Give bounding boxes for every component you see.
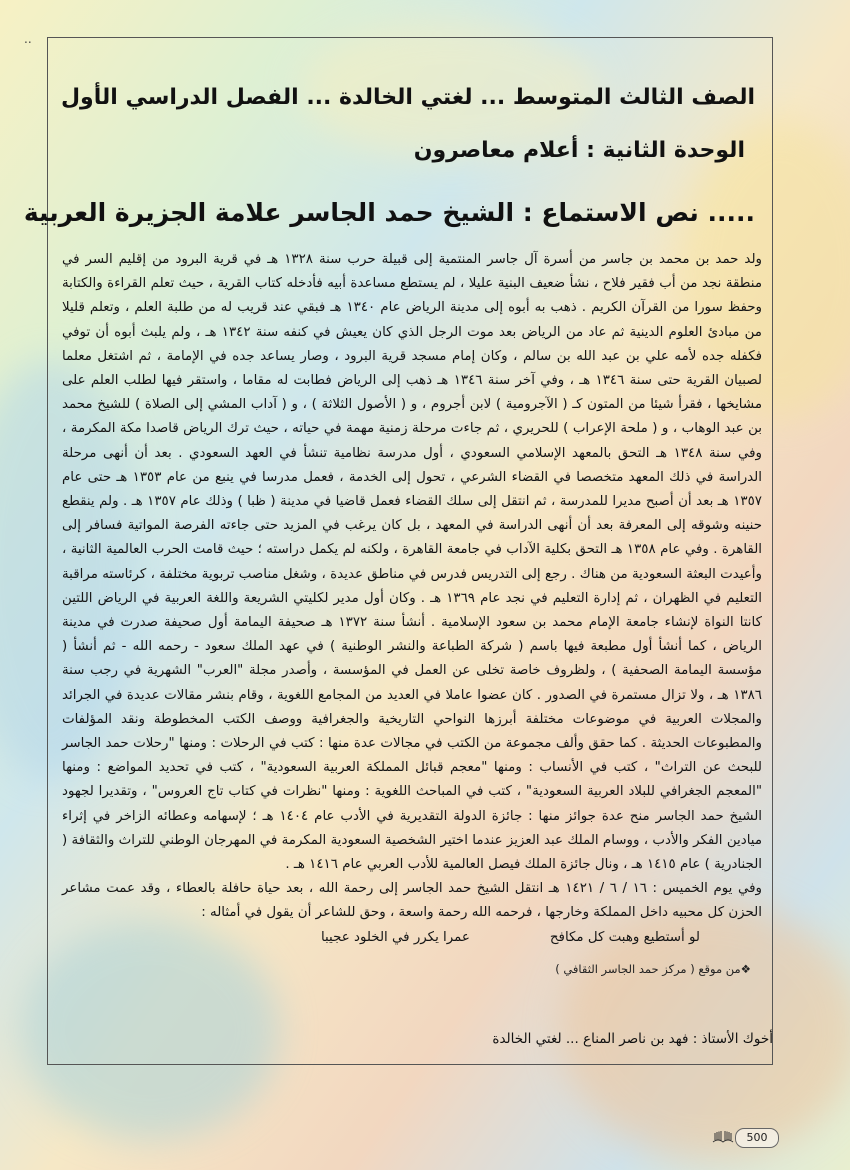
death-paragraph: وفي يوم الخميس : ١٦ / ٦ / ١٤٢١ هـ انتقل الشيخ حمد الجاسر إلى رحمة الله ، بعد حياة حافلة بالعطاء ، وقد عمت مشاعر الحزن كل محبيه داخل المملكة وخارجها ، فرحمه الله رحمة واسعة ، وحق للشاعر أن يقول في أمثاله : <box>62 881 762 921</box>
article-body <box>62 248 762 950</box>
poem-verse <box>62 926 700 950</box>
lesson-title: ..... نص الاستماع : الشيخ حمد الجاسر علامة الجزيرة العربية <box>23 198 755 227</box>
page-number: 500 <box>735 1128 779 1148</box>
source-note: ❖من موقع ( مركز حمد الجاسر الثقافي ) <box>555 962 751 976</box>
course-header: الصف الثالث المتوسط ... لغتي الخالدة ... الفصل الدراسي الأول <box>60 85 755 110</box>
unit-title: الوحدة الثانية : أعلام معاصرون <box>413 138 745 163</box>
open-book-icon <box>712 1129 734 1145</box>
biography-paragraph: ولد حمد بن محمد بن جاسر من أسرة آل جاسر المنتمية إلى قبيلة حرب سنة ١٣٢٨ هـ في قرية البرود من إقليم السر في منطقة نجد من أب فقير فلاح ، نشأ ضعيف البنية عليلا ، لم يستطع مساعدة أبيه فأدخله كتاب القرية ، حيث تعلم القراءة والكتابة وحفظ سورا من القرآن الكريم . ذهب به أبوه إلى مدينة الرياض عام ١٣٤٠ هـ فبقي عند قريب له من طلبة العلم ، وتعلم قليلا من مبادئ العلوم الدينية ثم عاد من الرياض بعد موت الرجل الذي كان يعيش في كنفه سنة ١٣٤٢ هـ ، ولم يلبث أبوه أن توفي فكفله جده لأمه علي بن عبد الله بن سالم ، وكان إمام مسجد قرية البرود ، وصار يساعد جده في الإمامة ، ثم اشتغل معلما لصبيان القرية حتى سنة ١٣٤٦ هـ ، وفي آخر سنة ١٣٤٦ هـ ذهب إلى الرياض فطابت له مقاما ، واستقر فيها لطلب العلم على مشايخها ، فقرأ شيئا من المتون كـ ( الآجرومية ) لابن أجروم ، و ( الأصول الثلاثة ) ، و ( آداب المشي إلى الصلاة ) للشيخ محمد بن عبد الوهاب ، و ( ملحة الإعراب ) للحريري ، ثم جاءت مرحلة زمنية مهمة في حياته ، حيث ترك الرياض قاصدا مكة المكرمة ، وفي سنة ١٣٤٨ هـ التحق بالمعهد الإسلامي السعودي ، أول مدرسة نظامية تنشأ في العهد السعودي . بعد أن أنهى مرحلة الدراسة في ذلك المعهد متخصصا في القضاء الشرعي ، تحول إلى الخدمة ، فعمل مدرسا في ينبع من عام ١٣٥٣ هـ حتى عام ١٣٥٧ هـ بعد أن أصبح مديرا للمدرسة ، ثم انتقل إلى سلك القضاء فعمل قاضيا في مدينة ( ظبا ) وذلك عام ١٣٥٧ هـ . ولم ينقطع حنينه وشوقه إلى المعرفة بعد أن أنهى الدراسة في المعهد ، بل كان يرغب في المزيد حتى جاءته الفرصة المواتية فسافر إلى القاهرة . وفي عام ١٣٥٨ هـ التحق بكلية الآداب في جامعة القاهرة ، ولكنه لم يكمل دراسته ؛ حيث قامت الحرب العالمية الثانية ، وأعيدت البعثة السعودية من هناك . رجع إلى التدريس فدرس في مناطق عديدة ، وشغل مناصب تربوية مختلفة ، كرئاسته مراقبة التعليم في الظهران ، ثم إدارة التعليم في نجد عام ١٣٦٩ هـ . وكان أول مدير لكليتي الشريعة واللغة العربية في الرياض اللتين كانتا النواة لإنشاء جامعة الإمام محمد بن سعود الإسلامية . أنشأ سنة ١٣٧٢ هـ صحيفة اليمامة أول صحيفة صدرت في مدينة الرياض ، كما أنشأ أول مطبعة فيها باسم ( شركة الطباعة والنشر الوطنية ) في عهد الملك سعود - رحمه الله - ثم أنشأ ( مؤسسة اليمامة الصحفية ) ، ولظروف خاصة تخلى عن العمل في المؤسسة ، وأصدر مجلة "العرب" الشهرية في رجب سنة ١٣٨٦ هـ ، ولا تزال مستمرة في الصدور . كان عضوا عاملا في العديد من المجامع اللغوية ، وقام بنشر مقالات عديدة في الجرائد والمجلات العربية في موضوعات مختلفة أبرزها النواحي التاريخية والجغرافية ووصف الكتب المخطوطة ونقد المؤلفات والمطبوعات الحديثة . كما حقق وألف مجموعة من الكتب في مجالات عدة منها : كتب في الرحلات : ومنها "رحلات حمد الجاسر للبحث عن التراث" ، كتب في الأنساب : ومنها "معجم قبائل المملكة العربية السعودية" ، كتب في تحديد المواضع : ومنها "المعجم الجغرافي للبلاد العربية السعودية" ، كتب في المباحث اللغوية : ومنها "نظرات في كتاب تاج العروس" ، وتقديرا لجهود الشيخ حمد الجاسر منح عدة جوائز منها : جائزة الدولة التقديرية في الأدب عام ١٤٠٤ هـ ؛ لإسهامه وعطائه الزاخر في إثراء ميادين الفكر والأدب ، ووسام الملك عبد العزيز عندما اختير الشخصية السعودية المكرمة في المهرجان الوطني للتراث والثقافة ( الجنادرية ) عام ١٤١٥ هـ ، ونال جائزة الملك فيصل العالمية للأدب العربي عام ١٤١٦ هـ . <box>62 252 763 873</box>
author-signature: أخوك الأستاذ : فهد بن ناصر المناع ... لغتي الخالدة <box>492 1031 773 1047</box>
poem-first-hemistich: لو أستطيع وهبت كل مكافح <box>549 929 700 945</box>
corner-marks: .. <box>24 32 32 46</box>
poem-second-hemistich: عمرا يكرر في الخلود عجيبا <box>320 929 470 945</box>
